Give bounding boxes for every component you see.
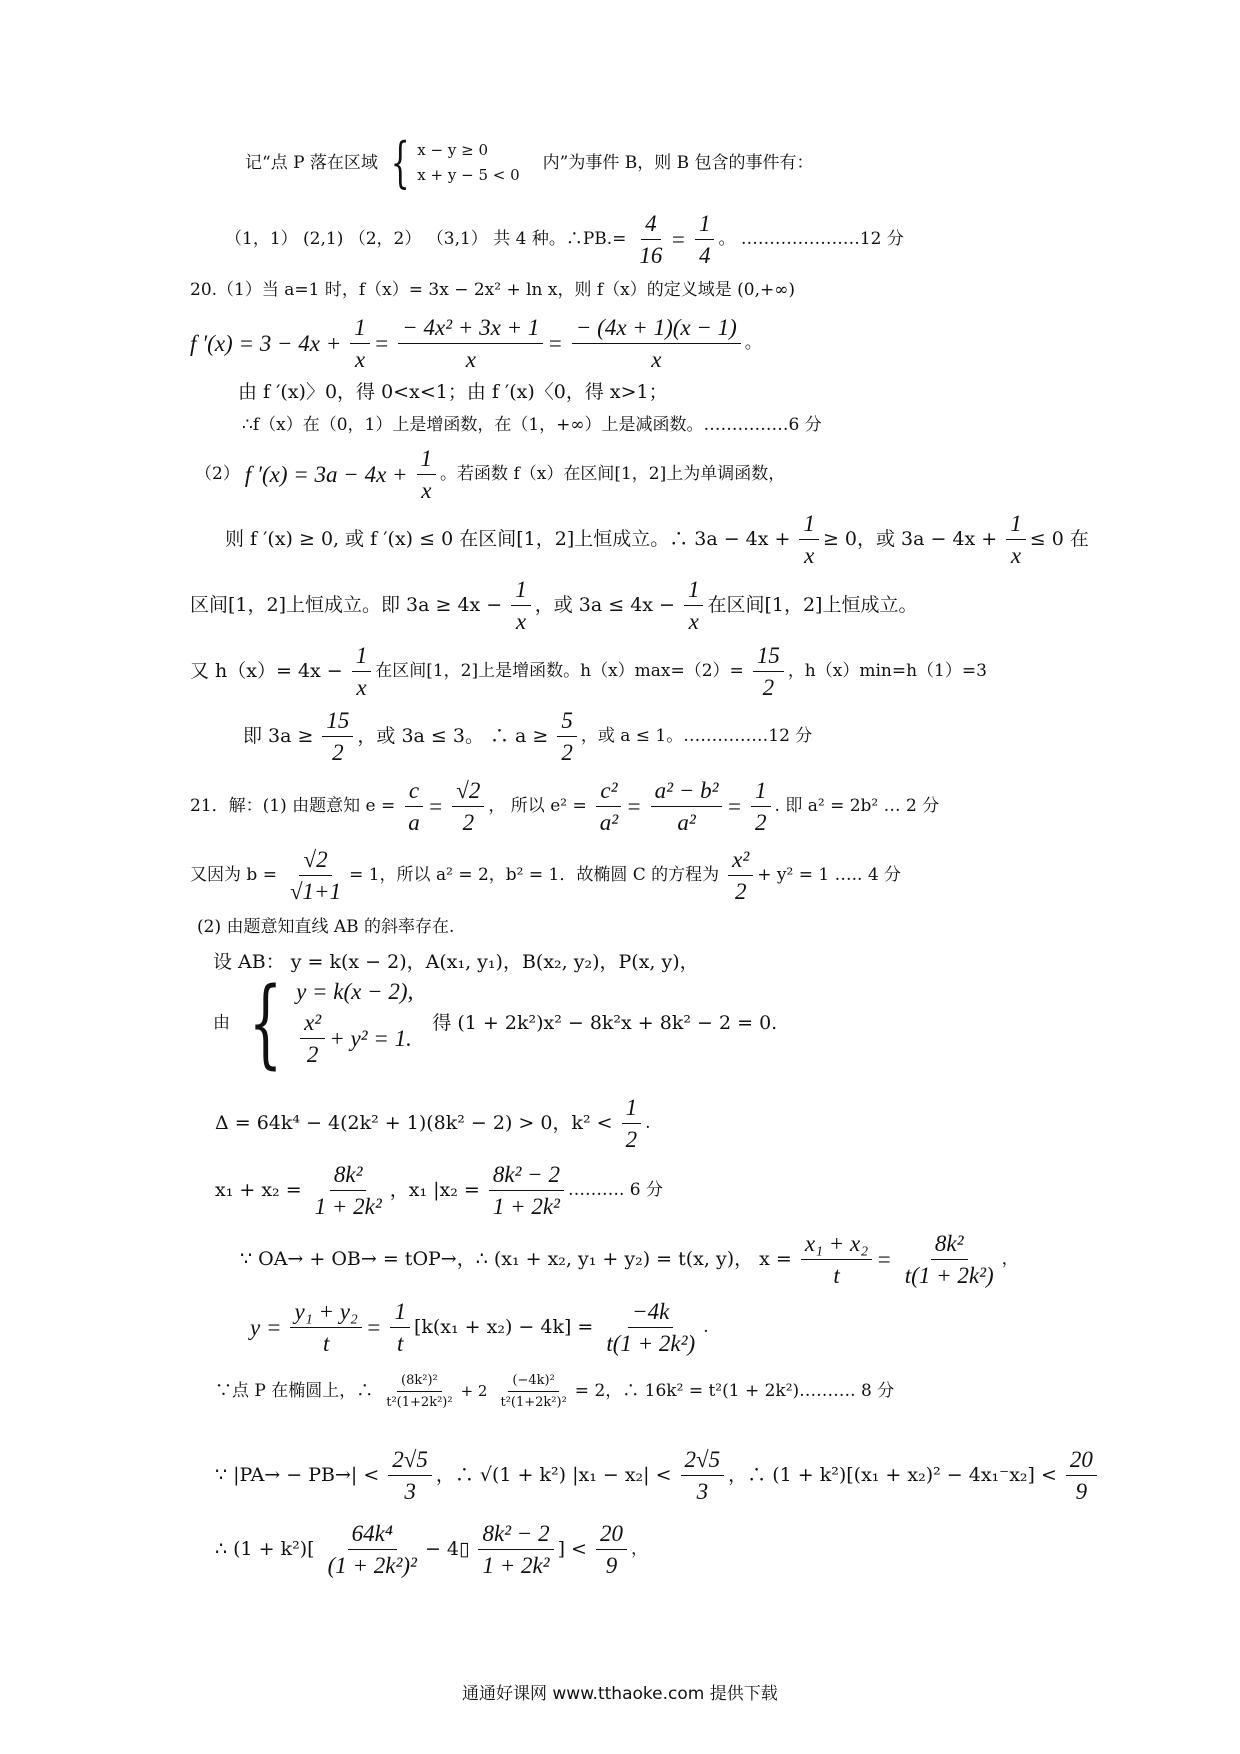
q20-h <box>190 644 992 699</box>
text: + y² = 1 ….. 4 分 <box>757 865 902 885</box>
text: ，或 3a ≤ 3。 ∴ a ≥ <box>357 725 549 747</box>
numerator: 1 <box>511 578 531 606</box>
numerator: √2 <box>299 848 331 876</box>
numerator: x² <box>728 848 753 876</box>
q21-final <box>215 1522 653 1577</box>
fraction <box>290 1300 361 1355</box>
fraction <box>753 644 784 699</box>
text: 。 …………………12 分 <box>718 229 904 249</box>
numerator: 1 <box>622 1096 642 1124</box>
text: = <box>373 331 390 356</box>
text: 20.（1）当 a=1 时，f（x）= 3x − 2x² + ln x，则 f（x）的定义域是 (0,+∞) <box>190 280 796 300</box>
fraction <box>478 1522 553 1577</box>
numerator: 1 <box>751 779 771 807</box>
text: − 4▯ <box>424 1538 470 1560</box>
text: = 2，∴ 16k² = t²(1 + 2k²)………. 8 分 <box>574 1381 895 1401</box>
fraction <box>452 779 484 834</box>
numerator: −4k <box>628 1300 673 1328</box>
denominator: a² <box>599 810 619 835</box>
numerator: √2 <box>452 779 484 807</box>
denominator: t²(1+2k²)² <box>500 1395 567 1410</box>
fraction <box>350 316 370 371</box>
denominator: 3 <box>404 1479 416 1504</box>
system-line-1: y = k(x − 2), <box>296 979 414 1004</box>
text: ， 所以 e² = <box>488 796 587 816</box>
q20-interval <box>190 578 922 633</box>
q21-y <box>250 1300 714 1355</box>
numerator: 8k² − 2 <box>489 1163 564 1191</box>
q20-sign <box>238 383 673 402</box>
numerator: (8k²)² <box>397 1374 442 1392</box>
text: 则 f ′(x) ≥ 0, 或 f ′(x) ≤ 0 在区间[1，2]上恒成立。∴ 3a − 4x + <box>225 528 791 550</box>
text: ∵ |PA→ − PB→| < <box>215 1464 380 1486</box>
q21-delta <box>215 1096 655 1151</box>
q20-intro <box>190 282 800 299</box>
text: ≤ 0 在 <box>1029 528 1089 550</box>
denominator: x <box>421 478 432 503</box>
q21-system <box>213 967 782 1079</box>
footer-text: 通通好课网 www.tthaoke.com 提供下载 <box>462 1684 778 1704</box>
q20-derivative <box>190 316 767 371</box>
text: = 1，所以 a² = 2，b² = 1．故椭圆 C 的方程为 <box>349 865 720 885</box>
text: （2） <box>195 464 240 484</box>
numerator: a² − b² <box>651 779 723 807</box>
fraction <box>388 1448 432 1503</box>
denominator: x <box>804 543 815 568</box>
denominator: √1+1 <box>289 879 342 904</box>
text: ，x₁ |x₂ = <box>389 1179 480 1201</box>
denominator: t <box>397 1331 404 1356</box>
fraction <box>635 212 666 267</box>
q21-eccentricity <box>190 779 944 834</box>
denominator: t <box>833 1263 840 1288</box>
text: 区间[1，2]上恒成立。即 3a ≥ 4x − <box>190 594 503 616</box>
denominator: (1 + 2k²)² <box>327 1553 417 1578</box>
text: . 即 a² = 2b² … 2 分 <box>774 796 940 816</box>
numerator: 2√5 <box>388 1448 432 1476</box>
denominator: 1 + 2k² <box>492 1194 560 1219</box>
text: + 2 <box>460 1382 488 1400</box>
denominator: x <box>515 609 527 634</box>
system-line-2: x + y − 5 < 0 <box>417 166 520 184</box>
numerator: 1 <box>695 212 715 240</box>
denominator: 4 <box>698 243 711 268</box>
system-line-2 <box>296 1011 413 1066</box>
text: 记“点 P 落在区域 <box>245 152 378 173</box>
numerator: x² <box>300 1011 325 1039</box>
denominator: x <box>651 347 662 372</box>
fraction <box>322 709 353 764</box>
brace: { <box>248 967 283 1079</box>
text: 21．解：(1) 由题意知 e = <box>190 796 396 816</box>
text: . <box>645 1113 651 1133</box>
numerator: 15 <box>322 709 353 737</box>
text: = <box>365 1315 382 1340</box>
denominator: x <box>1010 543 1022 568</box>
numerator: − 4x² + 3x + 1 <box>398 316 543 344</box>
numerator: 20 <box>596 1522 627 1550</box>
text: ∵ OA→ + OB→ = tOP→，∴ (x₁ + x₂, y₁ + y₂) = t(x, y)， x = <box>240 1248 792 1270</box>
q20-condition <box>225 512 1094 567</box>
fraction <box>324 1522 421 1577</box>
fraction <box>799 512 819 567</box>
text: 在区间[1，2]上是增函数。h（x）max=（2）= <box>375 661 744 681</box>
numerator: y₁ + y₂ <box>290 1300 361 1328</box>
numerator: 64k⁴ <box>348 1522 397 1550</box>
text: x₁ + x₂ = <box>215 1179 302 1201</box>
line-region <box>245 131 819 194</box>
denominator: 2 <box>332 740 344 765</box>
numerator: 1 <box>350 316 370 344</box>
text: 内”为事件 B，则 B 包含的事件有： <box>542 152 814 173</box>
fraction <box>596 1522 627 1577</box>
denominator: 2 <box>734 879 747 904</box>
denominator: a² <box>677 810 696 835</box>
numerator: 1 <box>417 447 437 475</box>
fraction <box>417 447 437 502</box>
text: ] < <box>557 1538 587 1560</box>
numerator: − (4x + 1)(x − 1) <box>572 316 741 344</box>
denominator: t²(1+2k²)² <box>386 1395 453 1410</box>
numerator: 8k² <box>931 1232 968 1260</box>
text: f ′(x) = 3 − 4x + <box>190 331 342 356</box>
fraction <box>398 316 543 371</box>
fraction <box>390 1300 410 1355</box>
inequality-system <box>383 131 520 194</box>
numerator: 2√5 <box>681 1448 725 1476</box>
text: 设 AB： y = k(x − 2)，A(x₁, y₁)，B(x₂, y₂)，P(x, y)， <box>213 951 699 973</box>
fraction <box>602 1300 699 1355</box>
text: (2) 由题意知直线 AB 的斜率存在. <box>197 917 455 937</box>
denominator: 3 <box>696 1479 709 1504</box>
fraction <box>651 779 723 834</box>
fraction <box>489 1163 564 1218</box>
system-line-1: x − y ≥ 0 <box>417 141 488 159</box>
denominator: 2 <box>561 740 573 765</box>
fraction <box>695 212 715 267</box>
denominator: x <box>465 347 476 372</box>
denominator: x <box>356 675 367 700</box>
fraction <box>684 578 704 633</box>
text: ∵点 P 在椭圆上，∴ <box>215 1381 374 1401</box>
denominator: 9 <box>605 1553 618 1578</box>
q20-monotone <box>242 417 827 434</box>
text: 。 <box>744 333 762 353</box>
text: f ′(x) = 3a − 4x + <box>244 462 408 487</box>
text: 又因为 b = <box>190 865 277 885</box>
denominator: x <box>354 347 366 372</box>
numerator: c <box>405 779 423 807</box>
text: ，或 a ≤ 1。……………12 分 <box>580 726 813 746</box>
fraction <box>751 779 771 834</box>
text: Δ = 64k⁴ − 4(2k² + 1)(8k² − 2) > 0，k² < <box>215 1112 613 1134</box>
text: = <box>626 794 642 819</box>
denominator: 2 <box>755 810 767 835</box>
text: ，∴ √(1 + k²) |x₁ − x₂| < <box>435 1464 672 1486</box>
numerator: 1 <box>390 1300 410 1328</box>
q20-result <box>243 709 817 764</box>
text: ………. 6 分 <box>567 1180 663 1200</box>
denominator: t(1 + 2k²) <box>606 1331 696 1356</box>
text: ，或 3a ≤ 4x − <box>534 594 675 616</box>
fraction <box>901 1232 998 1287</box>
brace: { <box>390 131 410 194</box>
text: = <box>670 227 686 252</box>
fraction <box>728 848 753 903</box>
q21-vector <box>240 1232 1024 1287</box>
fraction <box>681 1448 725 1503</box>
text: 。若函数 f（x）在区间[1，2]上为单调函数， <box>440 464 786 484</box>
numerator: 1 <box>1006 512 1026 540</box>
numerator: 20 <box>1066 1448 1097 1476</box>
text: = <box>876 1247 892 1272</box>
text: 由 <box>213 1012 230 1033</box>
q21-vieta <box>215 1163 668 1218</box>
denominator: 16 <box>639 243 663 268</box>
fraction <box>286 848 345 903</box>
footer <box>462 1686 783 1703</box>
text: ，∴ (1 + k²)[(x₁ + x₂)² − 4x₁⁻x₂] < <box>728 1464 1057 1486</box>
numerator: 8k² <box>330 1163 367 1191</box>
system-lines <box>417 143 519 183</box>
fraction <box>557 709 577 764</box>
fraction <box>311 1163 386 1218</box>
fraction <box>596 779 622 834</box>
numerator: (−4k)² <box>508 1374 558 1392</box>
numerator: c² <box>596 779 621 807</box>
numerator: 8k² − 2 <box>478 1522 553 1550</box>
text: ∴ (1 + k²)[ <box>215 1538 315 1560</box>
text: = <box>726 794 743 819</box>
fraction <box>300 1011 325 1066</box>
denominator: 2 <box>762 675 775 700</box>
denominator: 9 <box>1075 1479 1088 1504</box>
fraction <box>1006 512 1026 567</box>
equation-system <box>235 967 414 1079</box>
q21-abs <box>215 1448 1101 1503</box>
fraction <box>496 1374 570 1409</box>
text: [k(x₁ + x₂) − 4k] = <box>413 1316 594 1338</box>
fraction <box>801 1232 872 1287</box>
denominator: 2 <box>306 1042 319 1067</box>
q21-ellipse <box>190 848 906 903</box>
text: 得 (1 + 2k²)x² − 8k²x + 8k² − 2 = 0. <box>432 1011 778 1034</box>
text: . <box>703 1317 709 1337</box>
line-events <box>225 212 909 267</box>
numerator: x₁ + x₂ <box>801 1232 872 1260</box>
text: ，h（x）min=h（1）=3 <box>787 661 987 681</box>
denominator: 1 + 2k² <box>314 1194 382 1219</box>
denominator: 2 <box>625 1127 638 1152</box>
numerator: 15 <box>753 644 784 672</box>
numerator: 1 <box>352 644 372 672</box>
fraction <box>404 779 424 834</box>
text: + y² = 1. <box>329 1026 412 1051</box>
text: ， <box>1001 1249 1019 1269</box>
q21-setup <box>213 953 704 972</box>
denominator: a <box>408 810 420 835</box>
denominator: t(1 + 2k²) <box>904 1263 994 1288</box>
text: y = <box>250 1315 282 1340</box>
text: = <box>547 331 563 356</box>
numerator: 1 <box>799 512 819 540</box>
text: 又 h（x）= 4x − <box>190 660 343 682</box>
denominator: t <box>323 1331 330 1356</box>
fraction <box>382 1374 456 1409</box>
fraction <box>1066 1448 1097 1503</box>
q20-part2 <box>195 447 790 502</box>
text: = <box>427 794 444 819</box>
numerator: 4 <box>641 212 661 240</box>
denominator: 2 <box>462 810 475 835</box>
system-lines <box>296 980 413 1066</box>
denominator: x <box>688 609 699 634</box>
fraction <box>622 1096 642 1151</box>
q21-slope <box>197 919 459 936</box>
text: 由 f ′(x)〉0，得 0<x<1；由 f ′(x)〈0，得 x>1； <box>238 381 668 403</box>
denominator: 1 + 2k² <box>482 1553 550 1578</box>
numerator: 1 <box>684 578 704 606</box>
numerator: 5 <box>557 709 577 737</box>
text: （1，1） (2,1) （2，2） （3,1） 共 4 种。∴PB.= <box>225 229 627 249</box>
q21-point <box>215 1374 899 1409</box>
text: ， <box>630 1539 648 1559</box>
text: 即 3a ≥ <box>243 725 314 747</box>
fraction <box>572 316 741 371</box>
text: 在区间[1，2]上恒成立。 <box>707 594 918 616</box>
fraction <box>352 644 372 699</box>
text: ∴f（x）在（0，1）上是增函数，在（1，+∞）上是减函数。……………6 分 <box>242 415 822 435</box>
text: ≥ 0，或 3a − 4x + <box>822 528 998 550</box>
fraction <box>511 578 531 633</box>
